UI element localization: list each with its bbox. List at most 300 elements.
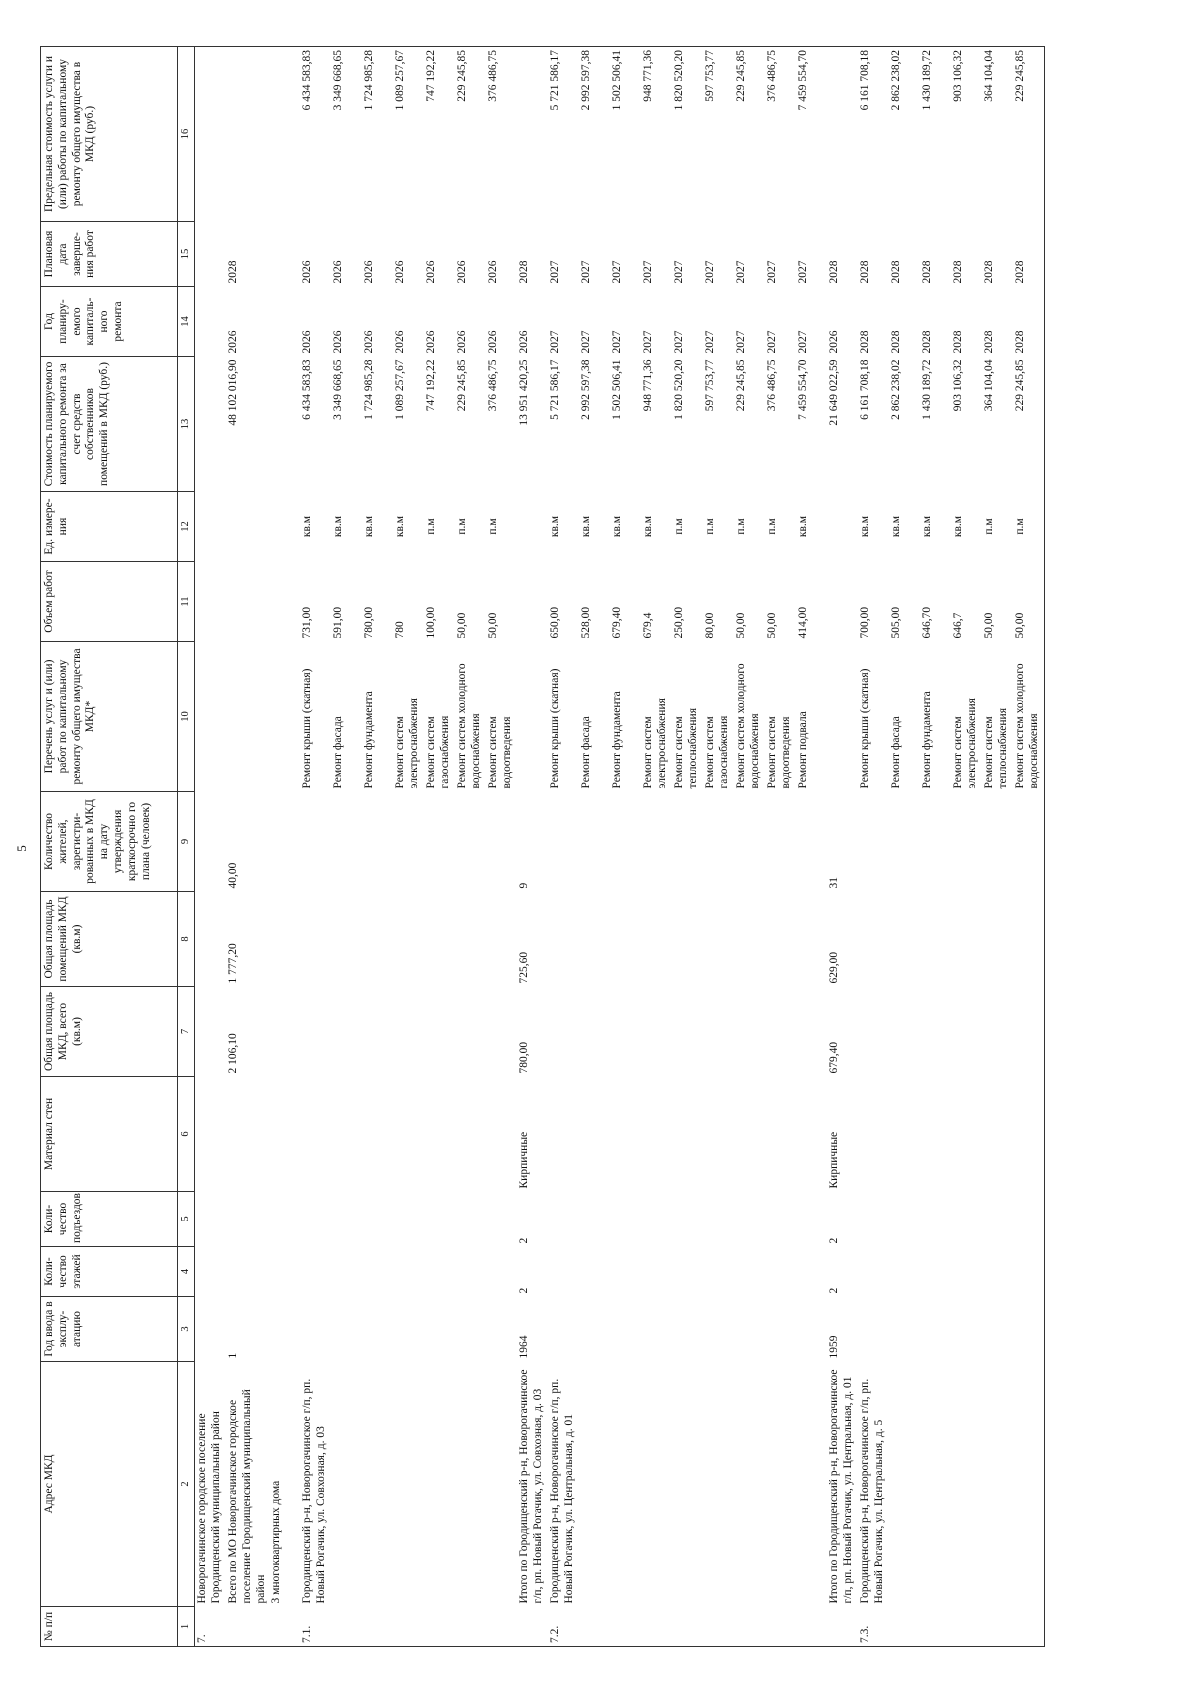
cell-c12: п.м (487, 518, 500, 535)
cell-c12: п.м (735, 518, 748, 535)
cell-c2 (610, 1362, 641, 1607)
cell-c8 (455, 892, 486, 987)
cell-c12: кв.м (363, 515, 376, 538)
cell-c3 (424, 1297, 455, 1362)
cell-c11: 650,00 (549, 606, 562, 639)
cell-c9 (765, 792, 796, 892)
cell-c16: 1 430 189,72 (920, 47, 951, 222)
cell-c15: 2026 (332, 260, 345, 284)
cell-c6 (455, 1077, 486, 1192)
cell-c12: п.м (673, 518, 686, 535)
cell-c13: 48 102 016,90 (227, 359, 239, 426)
cell-c1 (269, 1607, 300, 1647)
cell-c12: кв.м (580, 515, 593, 538)
cell-c16: 948 771,36 (641, 47, 672, 222)
cell-c7 (579, 987, 610, 1077)
cell-c7 (610, 987, 641, 1077)
cell-c3 (672, 1297, 703, 1362)
cell-c7 (982, 987, 1013, 1077)
cell-c5 (889, 1192, 920, 1247)
cell-c3 (734, 1297, 765, 1362)
cell-c9 (951, 792, 982, 892)
cell-c9 (300, 792, 331, 892)
cell-c5 (920, 1192, 951, 1247)
cell-c2 (424, 1362, 455, 1607)
cell-c12: п.м (766, 518, 779, 535)
cell-c7 (1013, 987, 1045, 1077)
cell-c11: 100,00 (425, 606, 438, 639)
cell-c6 (226, 1077, 269, 1192)
cell-c13: 903 106,32 (952, 359, 965, 412)
cell-c11: 505,00 (890, 606, 903, 639)
cell-c2 (982, 1362, 1013, 1607)
cell-c8 (951, 892, 982, 987)
cell-c1 (1013, 1607, 1045, 1647)
cell-c13: 948 771,36 (642, 359, 655, 412)
cell-c10: Ремонт систем холодного водоснабжения (1013, 642, 1045, 792)
table-row (517, 47, 548, 1647)
cell-c9: 40,00 (227, 862, 239, 889)
cell-c15: 2027 (642, 260, 655, 284)
table-row (1013, 47, 1045, 1647)
cell-c7 (734, 987, 765, 1077)
cell-c3 (796, 1297, 827, 1362)
cell-c10: Ремонт систем теплоснабжения (983, 708, 1010, 789)
cell-c10: Ремонт фундамента (363, 691, 376, 789)
cell-c3 (703, 1297, 734, 1362)
cell-c11: 591,00 (332, 606, 345, 639)
col-header: Год ввода в эксплу-атацию (41, 1297, 178, 1362)
cell-c10: Ремонт фасада (890, 716, 903, 789)
cell-c11: 250,00 (673, 606, 686, 639)
col-number: 16 (178, 47, 195, 222)
cell-c8 (269, 892, 300, 987)
cell-c5: 2 (828, 1237, 841, 1244)
col-number: 14 (178, 287, 195, 357)
cell-c4 (951, 1247, 982, 1297)
cell-c5 (610, 1192, 641, 1247)
cell-c14: 2026 (394, 330, 407, 354)
cell-c10: Ремонт систем газоснабжения (425, 715, 452, 789)
cell-c4 (734, 1247, 765, 1297)
cell-c6 (331, 1077, 362, 1192)
col-number: 3 (178, 1297, 195, 1362)
table-row (920, 47, 951, 1647)
cell-c8 (610, 892, 641, 987)
cell-c3 (1013, 1297, 1045, 1362)
cell-c16: 1 089 257,67 (393, 47, 424, 222)
cell-c4 (920, 1247, 951, 1297)
col-number: 9 (178, 792, 195, 892)
cell-c2 (951, 1362, 982, 1607)
cell-c13: 21 649 022,59 (828, 359, 841, 426)
cell-c2 (455, 1362, 486, 1607)
col-header: Год планиру-емого капиталь-ного ремонта (41, 287, 178, 357)
table-row (610, 47, 641, 1647)
cell-c3: 1959 (828, 1335, 841, 1359)
cell-c4: 2 (828, 1287, 841, 1294)
cell-c3 (195, 1297, 227, 1362)
table-row (548, 47, 579, 1647)
cell-c8 (424, 892, 455, 987)
cell-c12: кв.м (611, 515, 624, 538)
cell-c7 (195, 987, 227, 1077)
cell-c7: 780,00 (518, 1041, 531, 1074)
cell-c1 (517, 1607, 548, 1647)
cell-c12: кв.м (394, 515, 407, 538)
cell-c3 (858, 1297, 889, 1362)
cell-c10: Ремонт систем водоотведения (766, 716, 793, 789)
cell-c7 (393, 987, 424, 1077)
col-number: 12 (178, 492, 195, 562)
cell-c14 (195, 287, 227, 357)
cell-c16: 597 753,77 (703, 47, 734, 222)
cell-c3: 1964 (518, 1335, 531, 1359)
cell-c8 (858, 892, 889, 987)
cell-c15: 2026 (487, 260, 500, 284)
cell-c6 (579, 1077, 610, 1192)
cell-c1 (393, 1607, 424, 1647)
cell-c11: 679,4 (642, 612, 655, 639)
cell-c5 (195, 1192, 227, 1247)
cell-c8 (486, 892, 517, 987)
cell-c2 (641, 1362, 672, 1607)
cell-c16: 229 245,85 (1013, 47, 1045, 222)
cell-c13: 6 161 708,18 (859, 359, 872, 420)
cell-c10: Ремонт систем холодного водоснабжения (735, 663, 762, 789)
cell-c4 (765, 1247, 796, 1297)
cell-c14: 2027 (797, 330, 810, 354)
table-row (300, 47, 331, 1647)
cell-c13: 229 245,85 (456, 359, 469, 412)
cell-c4 (300, 1247, 331, 1297)
cell-c9 (858, 792, 889, 892)
cell-c2 (765, 1362, 796, 1607)
cell-c5 (579, 1192, 610, 1247)
cell-c16 (517, 47, 548, 222)
col-header: Общая площадь помещений МКД (кв.м) (41, 892, 178, 987)
table-row (796, 47, 827, 1647)
cell-c7 (331, 987, 362, 1077)
cell-c15: 2027 (611, 260, 624, 284)
cell-c15: 2027 (673, 260, 686, 284)
cell-c8 (300, 892, 331, 987)
cell-c9 (796, 792, 827, 892)
cell-c5 (331, 1192, 362, 1247)
cell-c2 (889, 1362, 920, 1607)
cell-c16: 376 486,75 (765, 47, 796, 222)
cell-c5 (455, 1192, 486, 1247)
cell-c4 (858, 1247, 889, 1297)
cell-c1 (703, 1607, 734, 1647)
cell-c8 (920, 892, 951, 987)
cell-c9 (579, 792, 610, 892)
cell-c5 (672, 1192, 703, 1247)
cell-c10: Ремонт систем газоснабжения (704, 715, 731, 789)
table-row (455, 47, 486, 1647)
table-row (641, 47, 672, 1647)
cell-c5 (703, 1192, 734, 1247)
cell-c16: 376 486,75 (486, 47, 517, 222)
cell-c4 (579, 1247, 610, 1297)
cell-c1 (331, 1607, 362, 1647)
cell-c13: 7 459 554,70 (797, 359, 810, 420)
cell-c9 (195, 792, 227, 892)
cell-c4 (1013, 1247, 1045, 1297)
cell-c16: 2 992 597,38 (579, 47, 610, 222)
cell-c9 (889, 792, 920, 892)
cell-c7 (300, 987, 331, 1077)
cell-c1: 7.1. (300, 1607, 331, 1647)
table-row (226, 47, 269, 1647)
col-header: Адрес МКД (41, 1362, 178, 1607)
cell-c9 (424, 792, 455, 892)
cell-c7 (920, 987, 951, 1077)
col-number: 15 (178, 222, 195, 287)
cell-c13: 3 349 668,65 (332, 359, 345, 420)
cell-c3 (951, 1297, 982, 1362)
cell-c12: п.м (704, 518, 717, 535)
cell-c9 (455, 792, 486, 892)
cell-c7 (765, 987, 796, 1077)
cell-c4: 2 (518, 1287, 531, 1294)
cell-c3: 1 (227, 1352, 239, 1359)
cell-c2: Всего по МО Новорогачинское городское поселение Городищенский муниципальный район (227, 1389, 267, 1604)
cell-c13: 597 753,77 (704, 359, 717, 412)
cell-c5 (951, 1192, 982, 1247)
cell-c4 (455, 1247, 486, 1297)
cell-c14: 2026 (487, 330, 500, 354)
cell-c15: 2028 (983, 260, 996, 284)
col-header: Стоимость планируемого капитального ремонта за счет средств собственников помещений в МКД (руб.) (41, 357, 178, 492)
cell-c6: Кирпичные (828, 1131, 841, 1189)
cell-c1 (424, 1607, 455, 1647)
cell-c15: 2026 (456, 260, 469, 284)
table-row (486, 47, 517, 1647)
capital-repair-table (40, 46, 1045, 1647)
cell-c10: Ремонт систем холодного водоснабжения (456, 663, 483, 789)
cell-c14: 2027 (611, 330, 624, 354)
cell-c10: Ремонт подвала (797, 711, 810, 789)
cell-c6 (951, 1077, 982, 1192)
col-header: Коли-чество этажей (41, 1247, 178, 1297)
cell-c3 (300, 1297, 331, 1362)
cell-c2: Городищенский р-н, Новорогачинское г/п, рп. Новый Рогачик, ул. Совхозная, д. 03 (301, 1378, 328, 1604)
cell-c12: кв.м (890, 515, 903, 538)
cell-c9: 31 (828, 877, 841, 889)
cell-c4 (889, 1247, 920, 1297)
cell-c14: 2028 (859, 330, 872, 354)
cell-c11: 50,00 (983, 612, 996, 639)
header-row (41, 47, 178, 1647)
cell-c13: 376 486,75 (487, 359, 500, 412)
cell-c3 (486, 1297, 517, 1362)
cell-c13: 229 245,85 (1013, 357, 1045, 492)
col-number: 10 (178, 642, 195, 792)
cell-c12: кв.м (549, 515, 562, 538)
cell-c2 (331, 1362, 362, 1607)
cell-c5 (548, 1192, 579, 1247)
col-number: 13 (178, 357, 195, 492)
cell-c16: 229 245,85 (734, 47, 765, 222)
cell-c5 (300, 1192, 331, 1247)
cell-c12: п.м (456, 518, 469, 535)
col-number: 11 (178, 562, 195, 642)
cell-c13: 747 192,22 (425, 359, 438, 412)
cell-c13 (195, 357, 227, 492)
table-row (579, 47, 610, 1647)
cell-c8 (703, 892, 734, 987)
cell-c14: 2026 (828, 330, 841, 354)
cell-c6 (362, 1077, 393, 1192)
cell-c14: 2026 (227, 330, 239, 354)
page-number: 5 (14, 845, 29, 852)
cell-c5 (269, 1192, 300, 1247)
cell-c16: 1 820 520,20 (672, 47, 703, 222)
cell-c15: 2028 (859, 260, 872, 284)
cell-c5 (641, 1192, 672, 1247)
table-body (195, 47, 1045, 1647)
cell-c1 (641, 1607, 672, 1647)
table-row (982, 47, 1013, 1647)
cell-c11: 50,00 (456, 612, 469, 639)
cell-c4 (548, 1247, 579, 1297)
cell-c13: 2 992 597,38 (580, 359, 593, 420)
cell-c8: 629,00 (828, 951, 841, 984)
cell-c14: 2027 (549, 330, 562, 354)
cell-c3 (331, 1297, 362, 1362)
cell-c11: 646,70 (921, 606, 934, 639)
cell-c1 (889, 1607, 920, 1647)
cell-c12: кв.м (921, 515, 934, 538)
cell-c6 (734, 1077, 765, 1192)
cell-c8: 1 777,20 (227, 943, 239, 984)
cell-c3 (610, 1297, 641, 1362)
table-row (393, 47, 424, 1647)
cell-c15: 2026 (394, 260, 407, 284)
cell-c3 (579, 1297, 610, 1362)
cell-c2 (672, 1362, 703, 1607)
cell-c4 (982, 1247, 1013, 1297)
cell-c16: 903 106,32 (951, 47, 982, 222)
cell-c4 (195, 1247, 227, 1297)
cell-c9 (331, 792, 362, 892)
cell-c12: кв.м (301, 515, 314, 538)
cell-c14: 2028 (1013, 287, 1045, 357)
cell-c6 (269, 1077, 300, 1192)
cell-c7: 679,40 (828, 1041, 841, 1074)
cell-c8 (765, 892, 796, 987)
cell-c15: 2027 (766, 260, 779, 284)
cell-c16: 5 721 586,17 (548, 47, 579, 222)
cell-c5 (486, 1192, 517, 1247)
cell-c15: 2026 (425, 260, 438, 284)
cell-c9 (703, 792, 734, 892)
col-number: 7 (178, 987, 195, 1077)
cell-c7 (548, 987, 579, 1077)
cell-c4 (393, 1247, 424, 1297)
cell-c15: 2027 (549, 260, 562, 284)
cell-c6 (1013, 1077, 1045, 1192)
cell-c6 (889, 1077, 920, 1192)
cell-c5 (858, 1192, 889, 1247)
cell-c9 (672, 792, 703, 892)
cell-c3 (393, 1297, 424, 1362)
table-row (951, 47, 982, 1647)
cell-c2: 3 многоквартирных дома (270, 1480, 283, 1604)
cell-c4 (486, 1247, 517, 1297)
cell-c10: Ремонт систем водоотведения (487, 716, 514, 789)
cell-c15: 2028 (227, 260, 239, 284)
col-number: 8 (178, 892, 195, 987)
col-header: Перечень услуг и (или) работ по капитальному ремонту общего имущества МКД* (41, 642, 178, 792)
cell-c9: 9 (518, 882, 531, 889)
col-header: № п/п (41, 1607, 178, 1647)
cell-c11: 780,00 (363, 606, 376, 639)
cell-c6 (548, 1077, 579, 1192)
cell-c9 (610, 792, 641, 892)
cell-c10: Ремонт систем электроснабжения (642, 698, 669, 789)
col-header: Ед. измере-ния (41, 492, 178, 562)
cell-c13: 6 434 583,83 (301, 359, 314, 420)
col-header: Предельная стоимость услуги и (или) работы по капитальному ремонту общего имущества в МКД (руб.) (41, 47, 178, 222)
cell-c9 (982, 792, 1013, 892)
cell-c6 (641, 1077, 672, 1192)
cell-c12: п.м (983, 518, 996, 535)
cell-c6 (195, 1077, 227, 1192)
cell-c11: 646,7 (952, 612, 965, 639)
cell-c7 (455, 987, 486, 1077)
cell-c9 (486, 792, 517, 892)
table-row (424, 47, 455, 1647)
table-row (827, 47, 858, 1647)
cell-c11: 50,00 (766, 612, 779, 639)
cell-c9 (641, 792, 672, 892)
cell-c3 (982, 1297, 1013, 1362)
cell-c11: 700,00 (859, 606, 872, 639)
cell-c7: 2 106,10 (227, 1033, 239, 1074)
cell-c12 (226, 492, 269, 562)
cell-c15: 2027 (735, 260, 748, 284)
cell-c14: 2028 (952, 330, 965, 354)
cell-c2 (486, 1362, 517, 1607)
cell-c4 (269, 1247, 300, 1297)
cell-c2 (393, 1362, 424, 1607)
cell-c16: 1 502 506,41 (610, 47, 641, 222)
cell-c2 (362, 1362, 393, 1607)
cell-c15: 2028 (1013, 222, 1045, 287)
cell-c15: 2026 (301, 260, 314, 284)
cell-c4 (796, 1247, 827, 1297)
cell-c11: 679,40 (611, 606, 624, 639)
cell-c10 (517, 642, 548, 792)
cell-c2 (1013, 1362, 1045, 1607)
cell-c6 (672, 1077, 703, 1192)
cell-c9 (548, 792, 579, 892)
cell-c6 (610, 1077, 641, 1192)
cell-c6 (858, 1077, 889, 1192)
cell-c9 (362, 792, 393, 892)
cell-c15: 2028 (952, 260, 965, 284)
cell-c10: Ремонт фасада (332, 716, 345, 789)
cell-c1 (796, 1607, 827, 1647)
col-header: Объем работ (41, 562, 178, 642)
cell-c3 (920, 1297, 951, 1362)
cell-c10: Ремонт фундамента (921, 691, 934, 789)
cell-c14: 2027 (673, 330, 686, 354)
cell-c5 (1013, 1192, 1045, 1247)
cell-c8 (579, 892, 610, 987)
